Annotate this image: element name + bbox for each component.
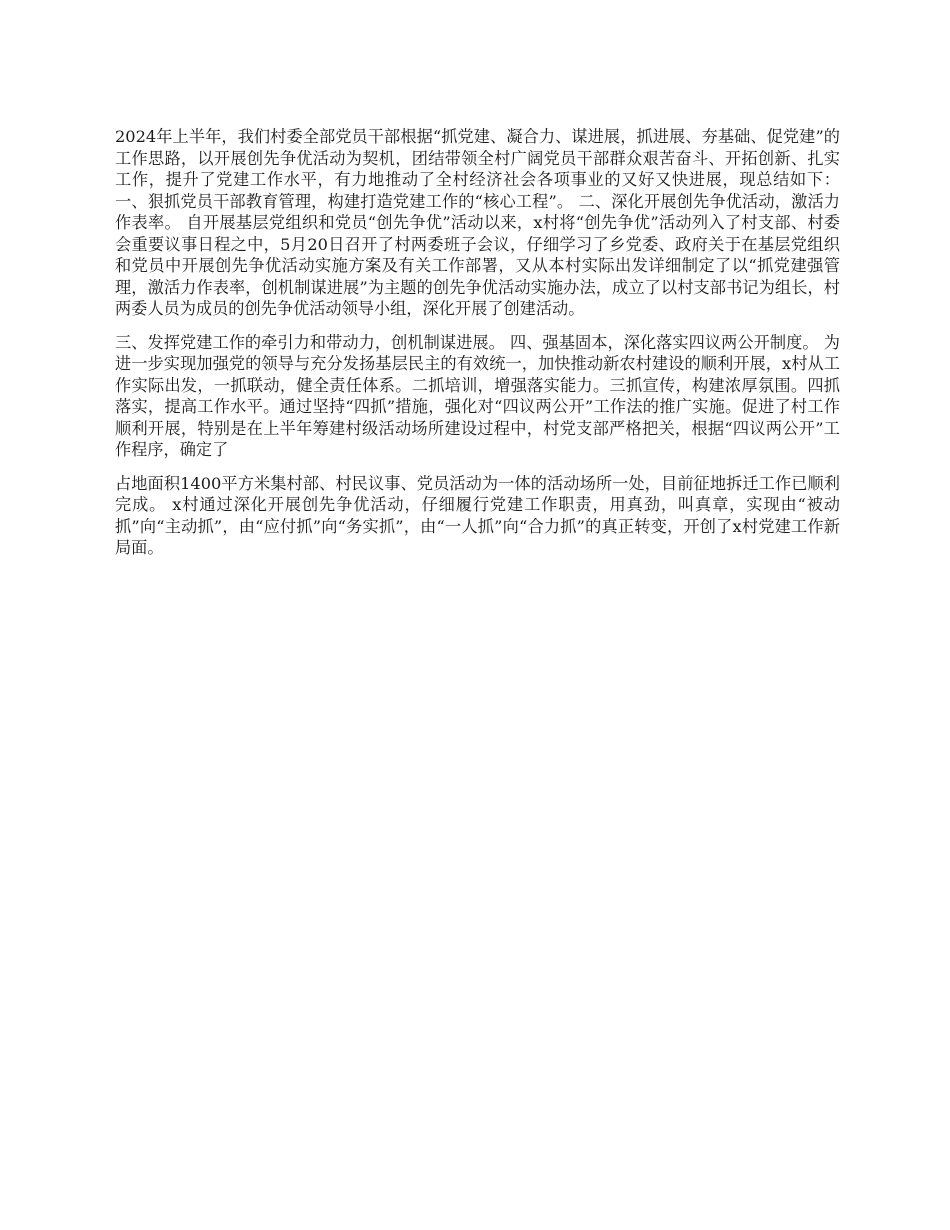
paragraph-3: 占地面积1400平方米集村部、村民议事、党员活动为一体的活动场所一处，目前征地拆迁工作已顺利完成。 x村通过深化开展创先争优活动，仔细履行党建工作职责，用真劲，叫真章，实现由“被动抓”向“主动抓”，由“应付抓”向“务实抓”，由“一人抓”向“合力抓”的真正转变，开创了x村党建工作新局面。 [115, 473, 840, 557]
paragraph-1: 2024年上半年，我们村委全部党员干部根据“抓党建、凝合力、谋进展，抓进展、夯基础、促党建”的工作思路，以开展创先争优活动为契机，团结带领全村广阔党员干部群众艰苦奋斗、开拓创新、扎实工作，提升了党建工作水平，有力地推动了全村经济社会各项事业的又好又快进展，现总结如下： 一、狠抓党员干部教育管理，构建打造党建工作的“核心工程”。 二、深化开展创先争优活动，激活力作表率。 自开展基层党组织和党员“创先争优”活动以来，x村将“创先争优”活动列入了村支部、村委会重要议事日程之中，5月20日召开了村两委班子会议，仔细学习了乡党委、政府关于在基层党组织和党员中开展创先争优活动实施方案及有关工作部署，又从本村实际出发详细制定了以“抓党建强管理，激活力作表率，创机制谋进展”为主题的创先争优活动实施办法，成立了以村支部书记为组长，村两委人员为成员的创先争优活动领导小组，深化开展了创建活动。 [115, 127, 840, 318]
paragraph-2: 三、发挥党建工作的牵引力和带动力，创机制谋进展。 四、强基固本，深化落实四议两公开制度。 为进一步实现加强党的领导与充分发扬基层民主的有效统一，加快推动新农村建设的顺利开展，x村从工作实际出发，一抓联动，健全责任体系。二抓培训，增强落实能力。三抓宣传，构建浓厚氛围。四抓落实，提高工作水平。通过坚持“四抓”措施，强化对“四议两公开”工作法的推广实施。促进了村工作顺利开展，特别是在上半年筹建村级活动场所建设过程中，村党支部严格把关，根据“四议两公开”工作程序，确定了 [115, 332, 840, 459]
document-body [115, 126, 840, 571]
